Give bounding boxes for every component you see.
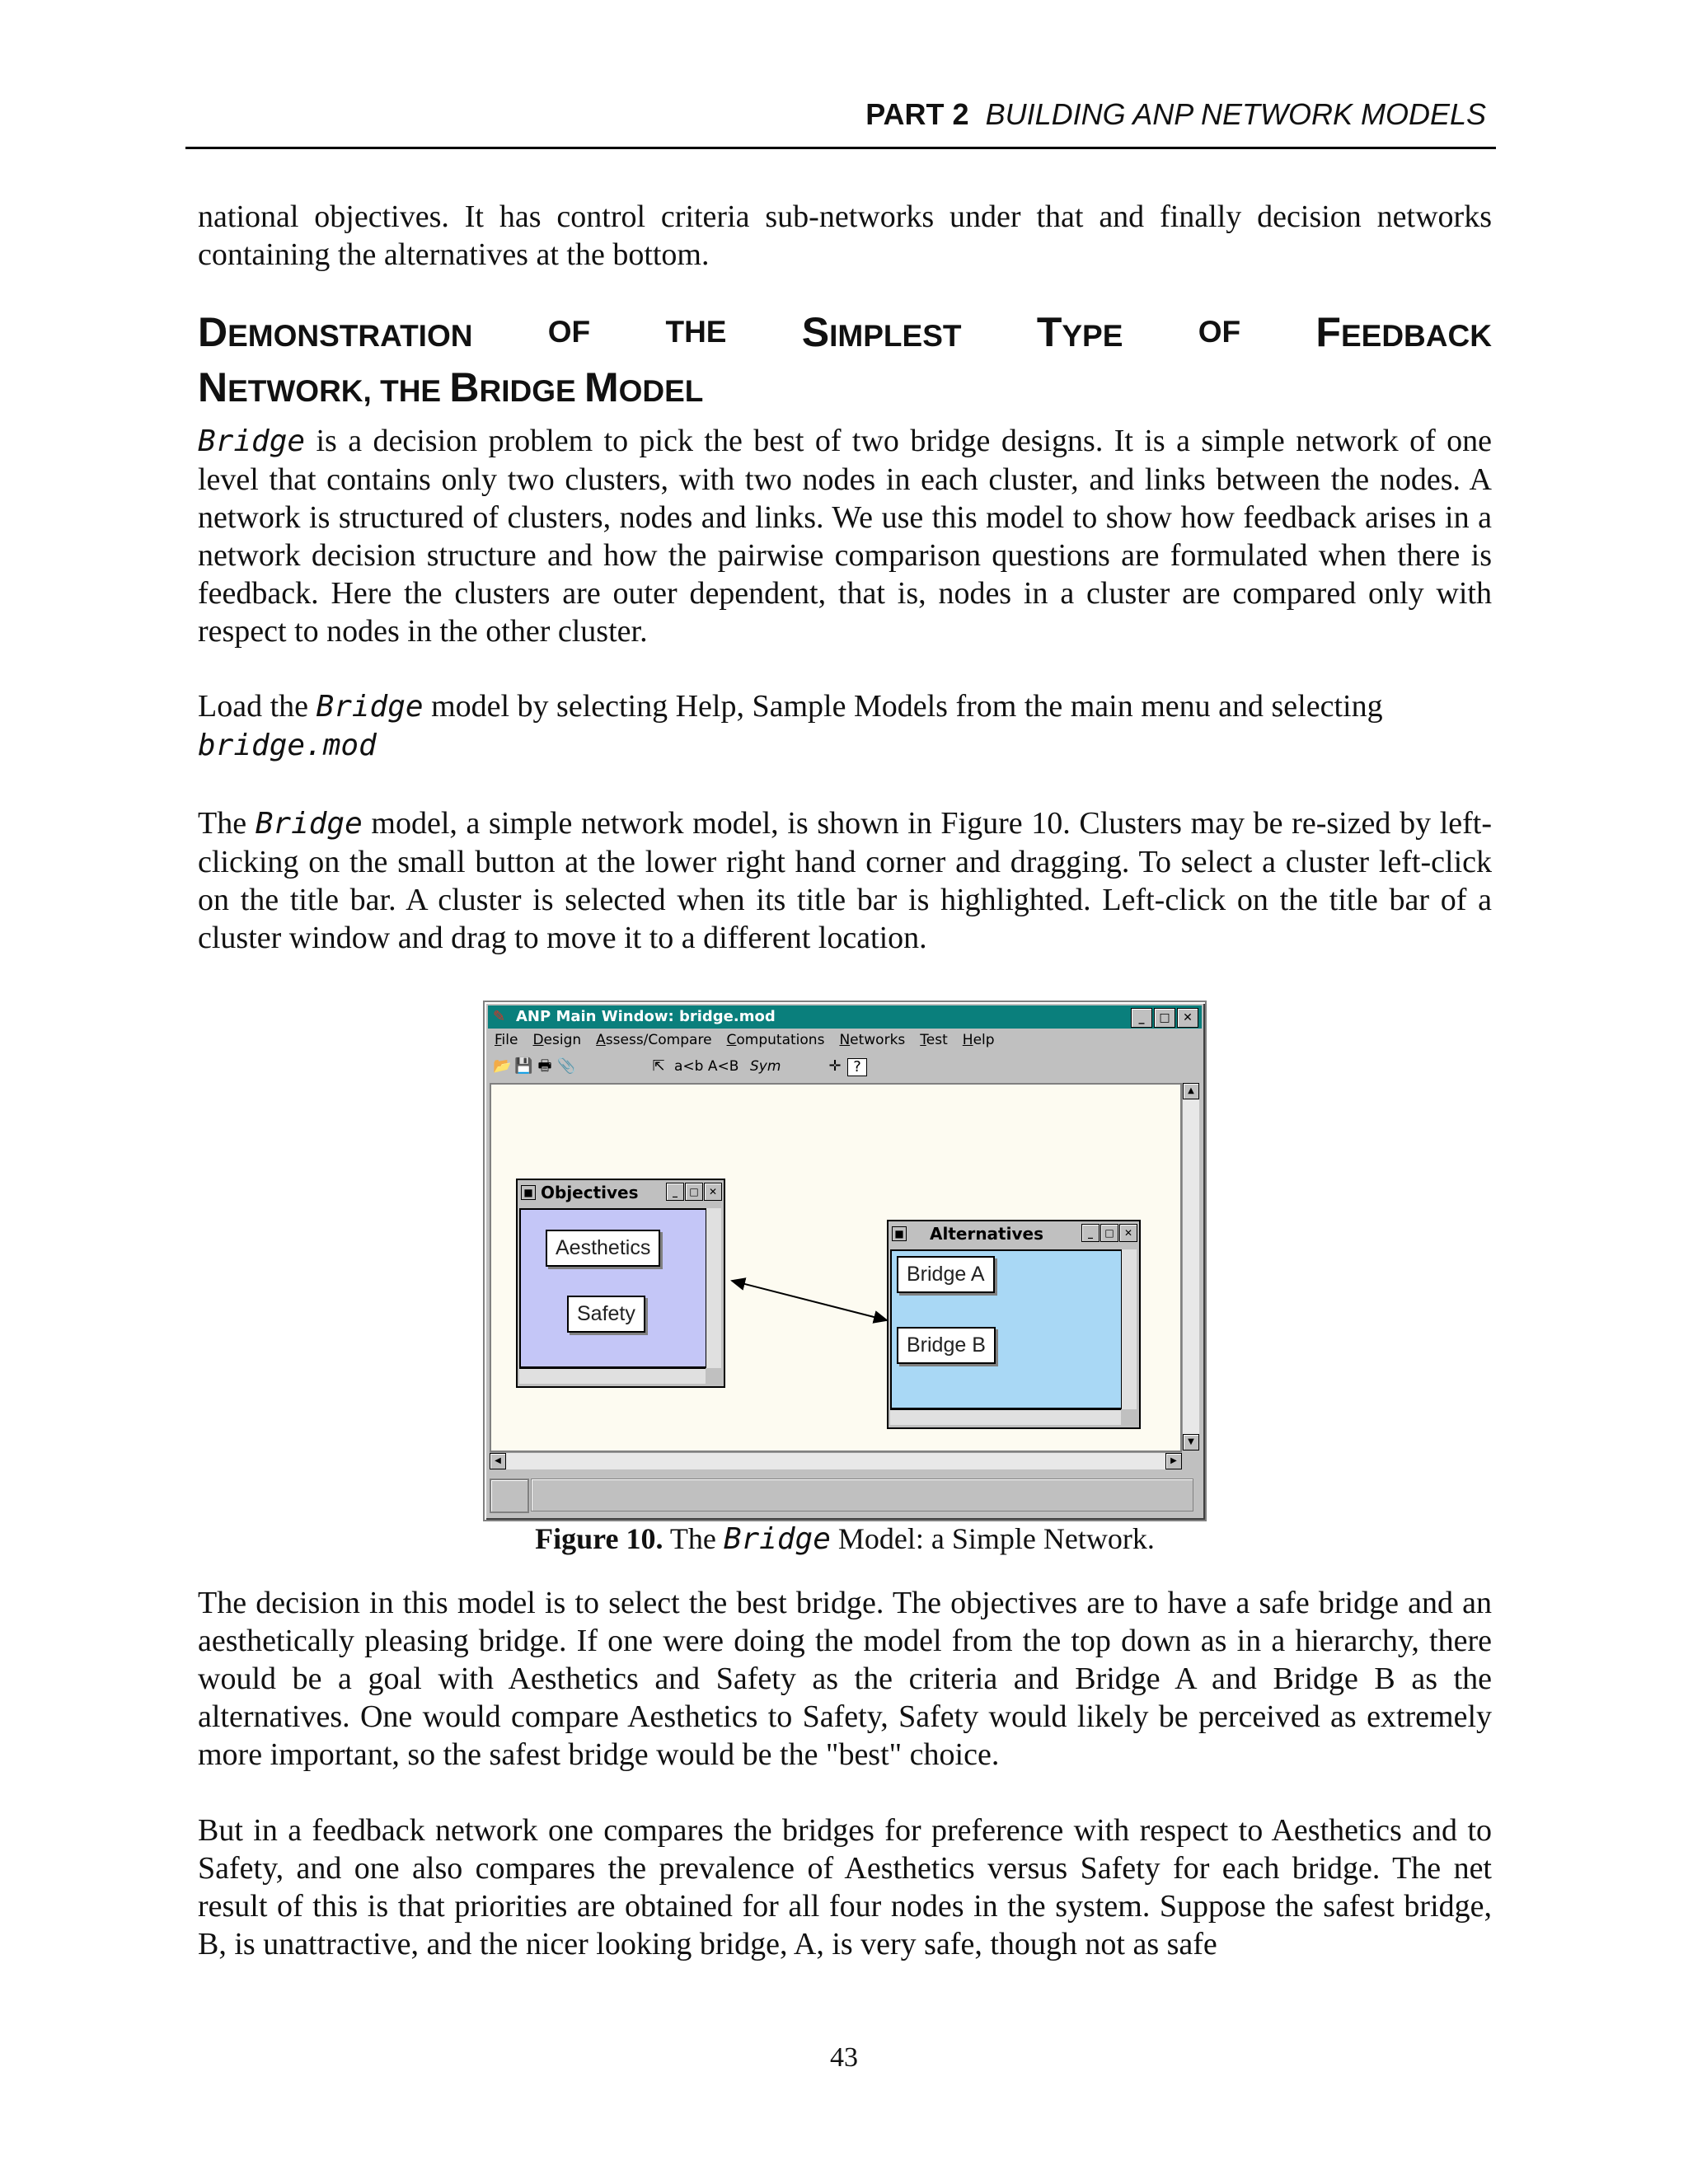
heading-word: TYPE (1036, 309, 1123, 355)
paragraph-feedback: But in a feedback network one compares the bridges for preference with respect to Aesthetics and to Safety, and one also compares the prevalence of Aesthetics versus Safety for each bridge. The net result of this is that priorities are obtained for all four nodes in the system. Suppose the safest bridge, B, is unattractive, and the nicer looking bridge, A, is very safe, though not as safe (198, 1813, 1492, 1961)
header-title: BUILDING ANP NETWORK MODELS (985, 97, 1486, 131)
menu-design[interactable]: Design (532, 1032, 582, 1048)
status-bar (490, 1472, 1198, 1511)
paragraph-decision: The decision in this model is to select the best bridge. The objectives are to have a safe bridge and an aesthetically pleasing bridge. If one were doing the model from the top down as in a hierarchy, there would be a goal with Aesthetics and Safety as the criteria and Bridge A and Bridge B as the alternatives. One would compare Aesthetics to Safety, Safety would likely be perceived as extremely more important, so the safest bridge would be the "best" choice. (198, 1586, 1492, 1772)
node-aesthetics[interactable]: Aesthetics (546, 1230, 660, 1267)
cluster-objectives[interactable] (516, 1179, 725, 1388)
cluster-horizontal-scrollbar[interactable] (519, 1368, 706, 1384)
cluster-minimize-button[interactable]: _ (666, 1183, 684, 1201)
cluster-system-icon[interactable]: ■ (892, 1226, 907, 1241)
close-button[interactable]: ✕ (1177, 1008, 1198, 1028)
open-folder-icon[interactable]: 📂 (493, 1057, 512, 1075)
caption-text: The (663, 1522, 724, 1555)
minimize-button[interactable]: _ (1131, 1008, 1152, 1028)
heading-line2-part2: BRIDGE (449, 364, 576, 410)
paragraph-text: The (198, 806, 256, 841)
cluster-body (519, 1208, 707, 1368)
term-bridge: Bridge (255, 807, 363, 841)
cluster-titlebar[interactable] (518, 1180, 724, 1205)
menu-assess-compare[interactable]: Assess/Compare (596, 1032, 712, 1048)
toolbar-sym-text[interactable]: Sym (750, 1058, 781, 1075)
scroll-left-button[interactable]: ◀ (490, 1453, 506, 1469)
status-indicator (490, 1479, 529, 1513)
filename-bridge-mod: bridge.mod (198, 729, 377, 762)
heading-word: FEEDBACK (1315, 309, 1492, 355)
scroll-up-button[interactable]: ▲ (1183, 1083, 1199, 1099)
heading-line-1 (198, 307, 1492, 362)
scroll-right-button[interactable]: ▶ (1165, 1453, 1182, 1469)
paragraph-text: model, a simple network model, is shown in Figure 10. Clusters may be re-sized by left-clicking on the small button at the lower right hand corner and dragging. To select a cluster left-click on the title bar. A cluster is selected when its title bar is highlighted. Left-click on the title bar of a cluster window and drag to move it to a different location. (198, 806, 1493, 955)
paragraph-figure-intro (198, 804, 1492, 957)
save-icon[interactable]: 💾 (514, 1057, 533, 1075)
heading-word: OF (1198, 315, 1241, 349)
running-header (185, 92, 1496, 149)
menu-computations[interactable]: Computations (726, 1032, 825, 1048)
cluster-alternatives[interactable] (887, 1220, 1141, 1429)
intro-paragraph: national objectives. It has control criteria sub-networks under that and finally decision networks containing the alternatives at the bottom. (198, 199, 1492, 272)
node-safety[interactable]: Safety (567, 1296, 645, 1333)
heading-word: THE (665, 315, 727, 349)
term-bridge: Bridge (316, 690, 424, 724)
maximize-button[interactable]: □ (1154, 1008, 1175, 1028)
window-title: ANP Main Window: bridge.mod (516, 1008, 776, 1025)
cluster-title: Alternatives (930, 1224, 1043, 1244)
scroll-down-button[interactable]: ▼ (1183, 1434, 1199, 1451)
node-bridge-a[interactable]: Bridge A (897, 1256, 995, 1293)
cluster-vertical-scrollbar[interactable] (706, 1208, 721, 1368)
section-heading (198, 307, 1492, 417)
paperclip-icon[interactable]: 📎 (557, 1057, 576, 1075)
cluster-close-button[interactable]: ✕ (1119, 1224, 1137, 1242)
canvas-horizontal-scrollbar[interactable] (490, 1452, 1182, 1469)
cluster-horizontal-scrollbar[interactable] (890, 1409, 1121, 1425)
menu-test[interactable]: Test (920, 1032, 948, 1048)
app-logo-icon: ✎ (493, 1008, 506, 1025)
cluster-maximize-button[interactable]: □ (1100, 1224, 1118, 1242)
running-header-text (865, 97, 1486, 132)
heading-word: SIMPLEST (801, 309, 962, 355)
print-icon[interactable]: 🖶 (537, 1057, 552, 1075)
caption-term: Bridge (723, 1522, 831, 1556)
menu-file[interactable]: File (495, 1032, 518, 1048)
cluster-titlebar[interactable] (889, 1221, 1139, 1246)
node-bridge-b[interactable]: Bridge B (897, 1327, 996, 1364)
network-canvas[interactable] (490, 1083, 1182, 1452)
caption-text: Model: a Simple Network. (830, 1522, 1155, 1555)
caption-label: Figure 10. (535, 1522, 663, 1555)
window-titlebar[interactable] (488, 1005, 1202, 1029)
heading-line2-part1: NETWORK, THE (198, 364, 442, 410)
heading-word: OF (547, 315, 591, 349)
canvas-vertical-scrollbar[interactable] (1182, 1083, 1199, 1451)
paragraph-load-model (198, 687, 1492, 765)
cluster-minimize-button[interactable]: _ (1081, 1224, 1100, 1242)
heading-line-2 (198, 362, 1492, 417)
cluster-body (890, 1249, 1123, 1409)
status-field (531, 1479, 1193, 1511)
cluster-maximize-button[interactable]: □ (685, 1183, 703, 1201)
term-bridge: Bridge (198, 424, 306, 458)
menu-bar (490, 1032, 995, 1053)
link-arrow (732, 1281, 887, 1320)
cluster-system-icon[interactable]: ■ (521, 1185, 536, 1200)
menu-networks[interactable]: Networks (839, 1032, 906, 1048)
menu-help[interactable]: Help (962, 1032, 995, 1048)
crosshair-icon[interactable]: ✛ (828, 1057, 842, 1075)
cluster-close-button[interactable]: ✕ (704, 1183, 722, 1201)
paragraph-text: is a decision problem to pick the best of two bridge designs. It is a simple network of one level that contains only two clusters, with two nodes in each cluster, and links between the nodes. A network is structured of clusters, nodes and links. We use this model to show how feedback arises in a network decision structure and how the pairwise comparison questions are formulated when there is feedback. Here the clusters are outer dependent, that is, nodes in a cluster are compared only with respect to nodes in the other cluster. (198, 424, 1492, 649)
paragraph-text: model by selecting Help, Sample Models from the main menu and selecting (423, 689, 1383, 724)
page-number: 43 (830, 2042, 858, 2073)
heading-line2-part3: MODEL (584, 364, 704, 410)
cluster-title: Objectives (541, 1183, 639, 1202)
anp-main-window (483, 1001, 1207, 1521)
paragraph-text: Load the (198, 689, 316, 724)
heading-word: DEMONSTRATION (198, 309, 473, 355)
figure-caption (198, 1521, 1492, 1556)
paragraph-bridge-description (198, 422, 1492, 650)
help-pointer-icon[interactable]: ? (847, 1058, 867, 1076)
cluster-vertical-scrollbar[interactable] (1121, 1249, 1137, 1409)
toolbar-compare-text[interactable]: a<b A<B (674, 1058, 739, 1075)
header-part: PART 2 (865, 97, 969, 131)
pointer-person-icon[interactable]: ⇱ (652, 1057, 665, 1075)
toolbar (493, 1055, 1197, 1080)
